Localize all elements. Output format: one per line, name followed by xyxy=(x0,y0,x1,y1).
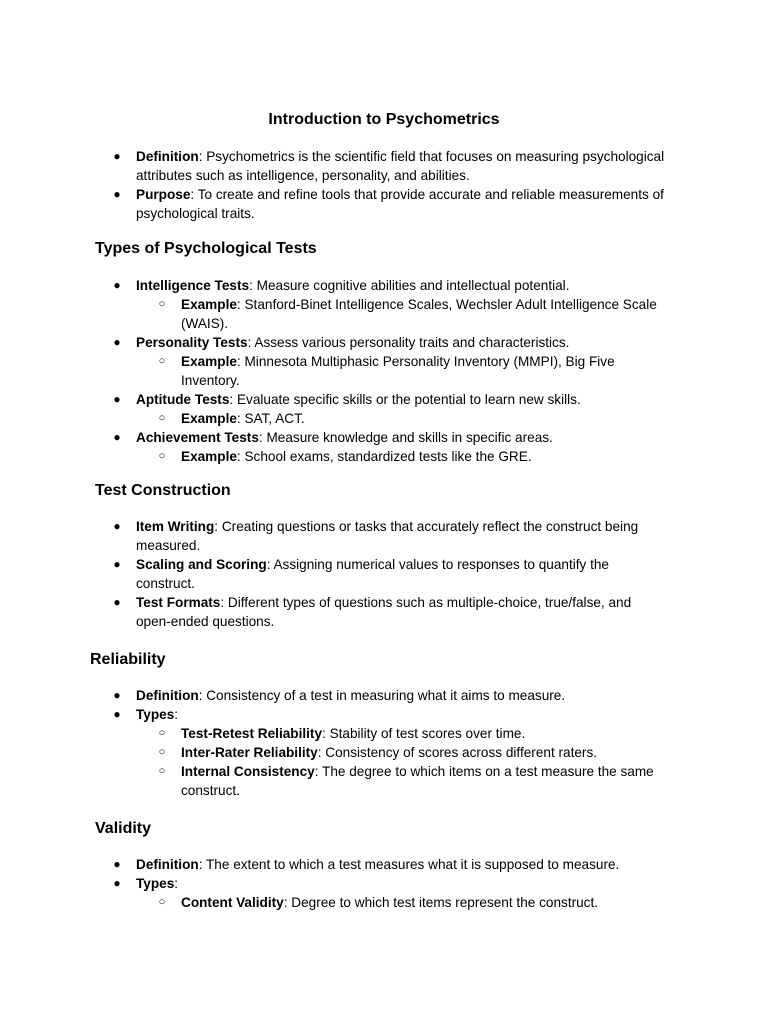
item-label: Internal Consistency xyxy=(181,764,315,779)
item-label: Definition xyxy=(136,688,199,703)
item-text: : Creating questions or tasks that accurately reflect the construct being measured. xyxy=(136,519,639,553)
bullet-icon: ● xyxy=(113,278,121,292)
item-label: Intelligence Tests xyxy=(136,278,250,293)
item-label: Item Writing xyxy=(136,519,215,534)
validity-list xyxy=(113,855,676,912)
list-item xyxy=(113,185,681,223)
sub-list xyxy=(136,409,676,428)
bullet-icon: ● xyxy=(113,876,121,890)
circle-bullet-icon: ○ xyxy=(158,896,166,908)
list-item xyxy=(113,855,676,874)
item-text: : Measure cognitive abilities and intellectual potential. xyxy=(249,278,570,293)
types-list xyxy=(113,276,676,466)
item-text: : Consistency of a test in measuring what it aims to measure. xyxy=(198,688,566,703)
item-text: : The extent to which a test measures what it is supposed to measure. xyxy=(198,857,620,872)
bullet-icon: ● xyxy=(113,335,121,349)
bullet-icon: ● xyxy=(113,688,121,702)
sub-list-item xyxy=(158,447,676,466)
sub-list-item xyxy=(158,352,676,390)
list-item xyxy=(113,428,676,466)
section-heading-types: Types of Psychological Tests xyxy=(95,240,317,257)
sub-list-item xyxy=(158,724,676,743)
list-item xyxy=(113,686,676,705)
item-text: : Evaluate specific skills or the potential to learn new skills. xyxy=(229,392,581,407)
sub-list-item xyxy=(158,743,676,762)
list-item xyxy=(113,147,681,185)
circle-bullet-icon: ○ xyxy=(158,355,166,367)
item-label: Test-Retest Reliability xyxy=(181,726,323,741)
item-text: : Psychometrics is the scientific field that focuses on measuring psychological attributes such as intelligence, personality, and abilities. xyxy=(136,149,665,183)
item-label: Personality Tests xyxy=(136,335,248,350)
item-label: Inter-Rater Reliability xyxy=(181,745,318,760)
item-text: : xyxy=(174,707,179,722)
circle-bullet-icon: ○ xyxy=(158,412,166,424)
bullet-icon: ● xyxy=(113,857,121,871)
item-label: Purpose xyxy=(136,187,191,202)
bullet-icon: ● xyxy=(113,430,121,444)
list-item xyxy=(113,333,676,390)
item-text: : Minnesota Multiphasic Personality Inventory (MMPI), Big Five Inventory. xyxy=(181,354,615,388)
circle-bullet-icon: ○ xyxy=(158,450,166,462)
item-text: : The degree to which items on a test measure the same construct. xyxy=(181,764,654,798)
circle-bullet-icon: ○ xyxy=(158,298,166,310)
reliability-list xyxy=(113,686,676,800)
sub-list-item xyxy=(158,762,676,800)
list-item xyxy=(113,555,656,593)
sub-list xyxy=(136,352,676,390)
item-label: Definition xyxy=(136,857,199,872)
item-label: Aptitude Tests xyxy=(136,392,230,407)
item-label: Scaling and Scoring xyxy=(136,557,267,572)
section-heading-test-construction: Test Construction xyxy=(95,482,231,499)
item-text: : SAT, ACT. xyxy=(236,411,305,426)
section-heading-validity: Validity xyxy=(95,820,152,837)
item-label: Definition xyxy=(136,149,199,164)
sub-list xyxy=(136,447,676,466)
circle-bullet-icon: ○ xyxy=(158,765,166,777)
sub-list xyxy=(136,724,676,800)
item-label: Example xyxy=(181,354,237,369)
list-item xyxy=(113,390,676,428)
intro-list xyxy=(113,147,681,223)
item-label: Example xyxy=(181,449,237,464)
item-label: Content Validity xyxy=(181,895,284,910)
bullet-icon: ● xyxy=(113,595,121,609)
bullet-icon: ● xyxy=(113,149,121,163)
item-label: Types xyxy=(136,876,175,891)
item-text: : Stanford-Binet Intelligence Scales, Wechsler Adult Intelligence Scale (WAIS). xyxy=(181,297,657,331)
list-item xyxy=(113,705,676,800)
list-item xyxy=(113,874,676,912)
item-text: : Degree to which test items represent the construct. xyxy=(283,895,599,910)
item-text: : Measure knowledge and skills in specific areas. xyxy=(258,430,553,445)
sub-list-item xyxy=(158,893,676,912)
item-text: : Stability of test scores over time. xyxy=(322,726,526,741)
sub-list xyxy=(136,893,676,912)
item-label: Test Formats xyxy=(136,595,221,610)
sub-list-item xyxy=(158,409,676,428)
item-text: : To create and refine tools that provide accurate and reliable measurements of psychological traits. xyxy=(136,187,664,221)
sub-list-item xyxy=(158,295,676,333)
item-text: : Assess various personality traits and characteristics. xyxy=(247,335,570,350)
circle-bullet-icon: ○ xyxy=(158,746,166,758)
item-text: : School exams, standardized tests like the GRE. xyxy=(236,449,532,464)
circle-bullet-icon: ○ xyxy=(158,727,166,739)
list-item xyxy=(113,276,676,333)
list-item xyxy=(113,593,656,631)
item-label: Example xyxy=(181,297,237,312)
item-text: : Different types of questions such as multiple-choice, true/false, and open-ended questions. xyxy=(136,595,632,629)
bullet-icon: ● xyxy=(113,187,121,201)
item-text: : xyxy=(174,876,179,891)
page-title: Introduction to Psychometrics xyxy=(268,111,500,128)
section-heading-reliability: Reliability xyxy=(90,651,166,668)
item-label: Example xyxy=(181,411,237,426)
test-construction-list xyxy=(113,517,656,631)
sub-list xyxy=(136,295,676,333)
list-item xyxy=(113,517,656,555)
bullet-icon: ● xyxy=(113,707,121,721)
item-label: Types xyxy=(136,707,175,722)
bullet-icon: ● xyxy=(113,519,121,533)
item-label: Achievement Tests xyxy=(136,430,259,445)
item-text: : Assigning numerical values to responses to quantify the construct. xyxy=(136,557,609,591)
item-text: : Consistency of scores across different raters. xyxy=(317,745,598,760)
bullet-icon: ● xyxy=(113,392,121,406)
bullet-icon: ● xyxy=(113,557,121,571)
